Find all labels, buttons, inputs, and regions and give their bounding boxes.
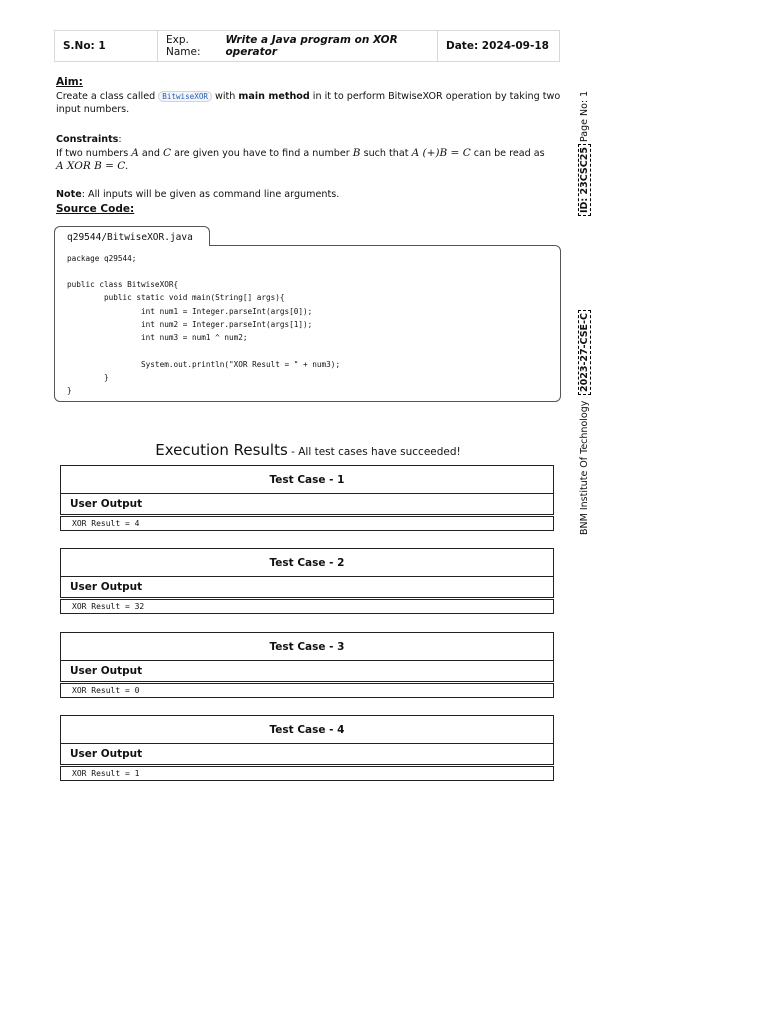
student-id-value: ID: 23CSC25 (578, 144, 591, 216)
note-label: Note (56, 189, 82, 200)
constraints-and: and (138, 148, 164, 159)
code-block (54, 245, 561, 402)
user-output-value: XOR Result = 4 (60, 516, 554, 531)
execution-results-subtitle: - All test cases have succeeded! (287, 446, 461, 458)
code-line: } (67, 373, 109, 382)
constraints-pre: If two numbers (56, 148, 132, 159)
code-line: package q29544; (67, 254, 137, 263)
test-case-1 (60, 465, 554, 531)
constraints-mid: are given you have to find a number (171, 148, 353, 159)
aim-mid: with (211, 91, 239, 102)
test-case-2 (60, 548, 554, 614)
code-line: } (67, 386, 72, 395)
code-line: int num2 = Integer.parseInt(args[1]); (67, 320, 313, 329)
constraints-title: Constraints (56, 134, 119, 145)
test-case-3 (60, 632, 554, 698)
constraints-title-line: Constraints: (56, 134, 122, 145)
var-c: C (163, 147, 172, 159)
test-case-label: Test Case - 1 (60, 465, 554, 494)
aim-text (56, 90, 561, 116)
batch-code (579, 310, 590, 395)
note-body: : All inputs will be given as command line arguments. (81, 189, 340, 200)
note-text (56, 188, 561, 201)
experiment-name: Write a Java program on XOR operator (225, 34, 398, 58)
student-id (579, 144, 590, 216)
aim-pre: Create a class called (56, 91, 159, 102)
experiment-header (54, 30, 560, 62)
test-case-label: Test Case - 2 (60, 548, 554, 577)
file-name-tab: q29544/BitwiseXOR.java (54, 226, 210, 246)
page-number: Page No: 1 (579, 90, 590, 142)
constraints-end: can be read as (470, 148, 545, 159)
code-line: System.out.println("XOR Result = " + num3); (67, 360, 341, 369)
class-name-code: BitwiseXOR (158, 91, 212, 102)
institute-name: BNM Institute Of Technology (579, 400, 590, 535)
aim-post: in it to perform BitwiseXOR operation by taking two input numbers. (56, 91, 561, 115)
aim-bold: main method (238, 91, 310, 102)
serial-number: S.No: 1 (55, 31, 158, 61)
code-line: int num3 = num1 ^ num2; (67, 333, 248, 342)
code-line: public static void main(String[] args){ (67, 293, 285, 302)
experiment-name-label: Exp. Name: (166, 34, 201, 58)
user-output-value: XOR Result = 1 (60, 766, 554, 781)
var-b: B (352, 147, 361, 159)
user-output-label: User Output (60, 743, 554, 765)
source-code-title: Source Code: (56, 203, 135, 215)
user-output-label: User Output (60, 660, 554, 682)
batch-code-value: 2023-27-CSE-C (578, 310, 591, 395)
constraints-post: such that (360, 148, 412, 159)
user-output-label: User Output (60, 493, 554, 515)
test-case-label: Test Case - 3 (60, 632, 554, 661)
user-output-label: User Output (60, 576, 554, 598)
test-case-label: Test Case - 4 (60, 715, 554, 744)
aim-title: Aim: (56, 76, 83, 88)
user-output-value: XOR Result = 32 (60, 599, 554, 614)
expr-plus: A (+)B = C (411, 147, 471, 159)
experiment-date: Date: 2024-09-18 (446, 40, 549, 52)
execution-results-heading (0, 441, 616, 459)
expr-xor: A XOR B = C. (56, 160, 129, 172)
test-case-4 (60, 715, 554, 781)
execution-results-title: Execution Results (155, 441, 288, 459)
user-output-value: XOR Result = 0 (60, 683, 554, 698)
code-line: public class BitwiseXOR{ (67, 280, 179, 289)
var-a: A (131, 147, 139, 159)
constraints-text (56, 147, 561, 173)
code-line: int num1 = Integer.parseInt(args[0]); (67, 307, 313, 316)
experiment-name-cell (158, 31, 438, 61)
